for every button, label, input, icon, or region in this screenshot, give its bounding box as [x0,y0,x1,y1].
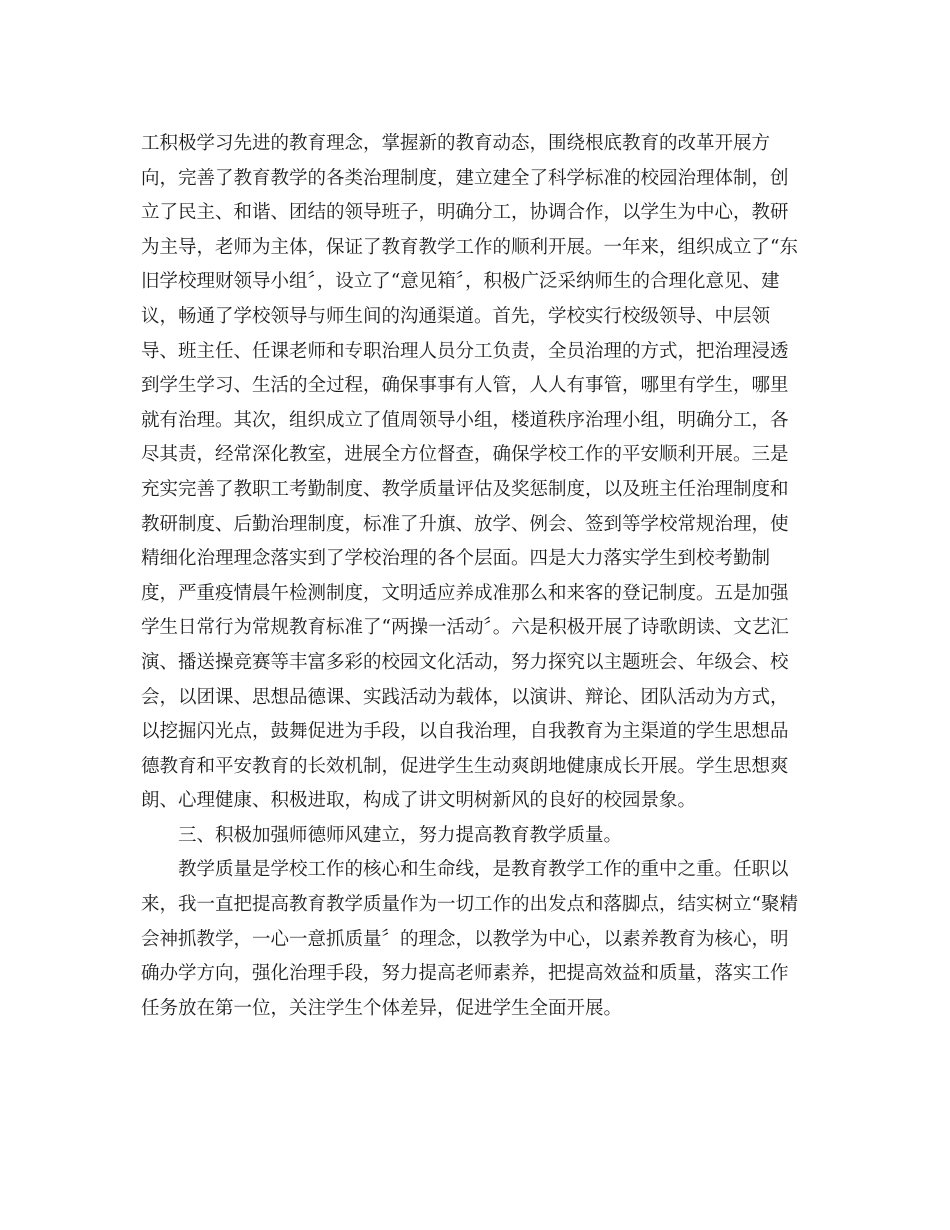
text-line: 确办学方向，强化治理手段，努力提高老师素养，把提高效益和质量，落实工作 [141,963,789,985]
text-line: 朗、心理健康、积极进取，构成了讲文明树新风的良好的校园景象。 [141,790,697,812]
text-line: 就有治理。其次，组织成立了值周领导小组，楼道秩序治理小组，明确分工，各 [141,409,789,431]
text-line: 旧学校理财领导小组〞，设立了“意见箱〞，积极广泛采纳师生的合理化意见、建 [141,271,780,293]
text-line: 尽其责，经常深化教室，进展全方位督查，确保学校工作的平安顺利开展。三是 [141,444,789,466]
text-line: 立了民主、和谐、团结的领导班子，明确分工，协调合作，以学生为中心，教研 [141,202,789,224]
text-line: 教研制度、后勤治理制度，标准了升旗、放学、例会、签到等学校常规治理，使 [141,513,789,535]
text-line: 向，完善了教育教学的各类治理制度，建立建全了科学标准的校园治理体制，创 [141,167,789,189]
text-line: 充实完善了教职工考勤制度、教学质量评估及奖惩制度，以及班主任治理制度和 [141,478,789,500]
document-body [141,127,811,1026]
paragraph-school-management [141,127,811,819]
text-line: 学生日常行为常规教育标准了“两操一活动〞。六是积极开展了诗歌朗读、文艺汇 [141,617,789,639]
text-line: 工积极学习先进的教育理念，掌握新的教育动态，围绕根底教育的改革开展方 [141,133,771,154]
text-line: 会，以团课、思想品德课、实践活动为载体，以演讲、辩论、团队活动为方式， [141,686,789,708]
paragraph-teaching-quality [141,853,811,1026]
text-line: 以挖掘闪光点，鼓舞促进为手段，以自我治理，自我教育为主渠道的学生思想品 [141,721,789,743]
text-line: 导、班主任、任课老师和专职治理人员分工负责，全员治理的方式，把治理浸透 [141,340,789,362]
text-line: 精细化治理理念落实到了学校治理的各个层面。四是大力落实学生到校考勤制 [141,548,771,570]
text-line: 会神抓教学，一心一意抓质量〞的理念，以教学为中心，以素养教育为核心，明 [141,928,789,950]
text-line: 演、播送操竞赛等丰富多彩的校园文化活动，努力探究以主题班会、年级会、校 [141,651,789,673]
text-line: 任务放在第一位，关注学生个体差异，促进学生全面开展。 [141,997,623,1019]
text-line: 为主导，老师为主体，保证了教育教学工作的顺利开展。一年来，组织成立了“东 [141,236,798,258]
text-line: 来，我一直把提高教育教学质量作为一切工作的出发点和落脚点，结实树立“聚精 [141,894,798,916]
text-line: 到学生学习、生活的全过程，确保事事有人管，人人有事管，哪里有学生，哪里 [141,375,789,397]
section-heading: 三、积极加强师德师风建立，努力提高教育教学质量。 [178,824,623,846]
text-line: 度，严重疫情晨午检测制度，文明适应养成准那么和来客的登记制度。五是加强 [141,582,789,604]
text-line: 议，畅通了学校领导与师生间的沟通渠道。首先，学校实行校级领导、中层领 [141,305,771,327]
text-line: 德教育和平安教育的长效机制，促进学生生动爽朗地健康成长开展。学生思想爽 [141,755,789,777]
text-line: 教学质量是学校工作的核心和生命线，是教育教学工作的重中之重。任职以 [178,859,789,881]
